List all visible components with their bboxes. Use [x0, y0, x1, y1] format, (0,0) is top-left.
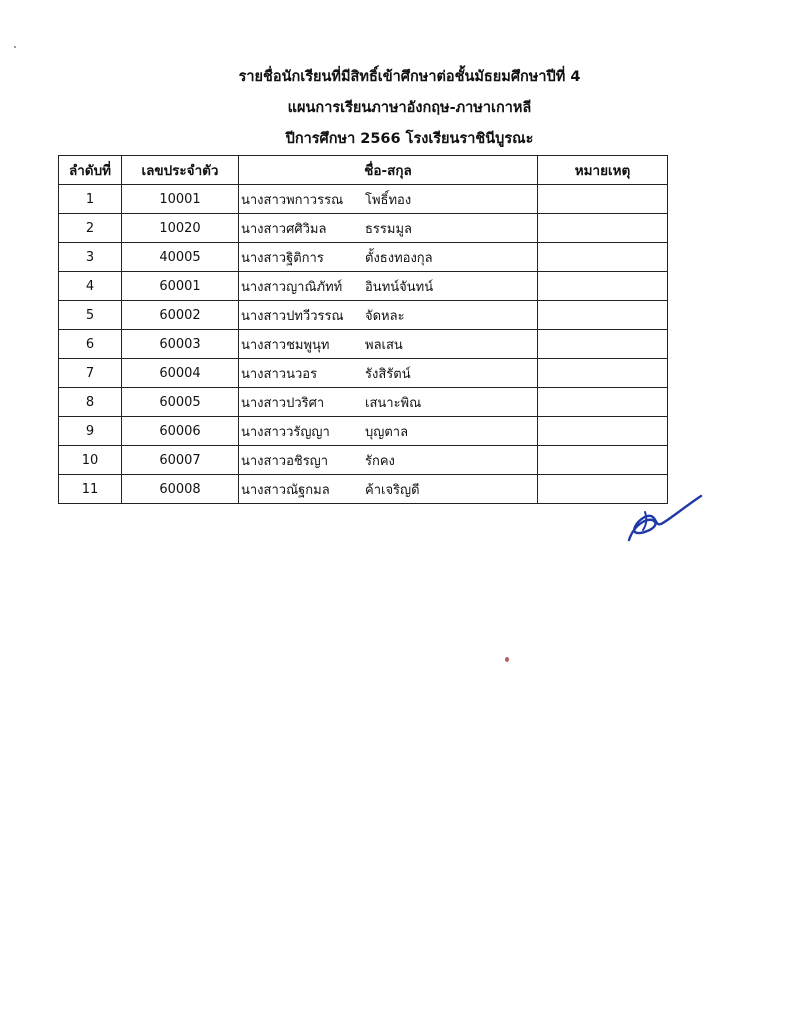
order-number-cell: 6 — [59, 330, 122, 359]
document-header — [0, 62, 791, 155]
academic-year-school: ปีการศึกษา 2566 โรงเรียนราชินีบูรณะ — [285, 131, 534, 147]
student-id-cell: 40005 — [122, 243, 239, 272]
order-number-cell: 7 — [59, 359, 122, 388]
table-row — [59, 475, 668, 504]
remarks-cell — [538, 301, 668, 330]
last-name: ค้าเจริญดี — [365, 482, 420, 498]
table-body — [59, 185, 668, 504]
remarks-cell — [538, 243, 668, 272]
order-number-cell: 3 — [59, 243, 122, 272]
order-number-cell: 10 — [59, 446, 122, 475]
table-row — [59, 359, 668, 388]
last-name: อินทน์จันทน์ — [365, 279, 434, 295]
first-name: นางสาวศศิวิมล — [241, 221, 327, 237]
full-name-cell — [239, 214, 538, 243]
table-row — [59, 388, 668, 417]
order-number-cell: 4 — [59, 272, 122, 301]
full-name-cell — [239, 301, 538, 330]
remarks-cell — [538, 359, 668, 388]
table-row — [59, 417, 668, 446]
order-number-cell: 1 — [59, 185, 122, 214]
remarks-cell — [538, 214, 668, 243]
study-plan-title: แผนการเรียนภาษาอังกฤษ-ภาษาเกาหลี — [287, 100, 532, 116]
table-row — [59, 272, 668, 301]
table-row — [59, 446, 668, 475]
student-id-cell: 60002 — [122, 301, 239, 330]
student-id-cell: 60003 — [122, 330, 239, 359]
full-name-cell — [239, 330, 538, 359]
first-name: นางสาวปวริศา — [241, 395, 325, 411]
first-name: นางสาวชมพูนุท — [241, 337, 330, 353]
remarks-cell — [538, 330, 668, 359]
remarks-cell — [538, 417, 668, 446]
header-full-name: ชื่อ-สกุล — [239, 156, 538, 185]
first-name: นางสาวญาณิภัทท์ — [241, 279, 343, 295]
header-order-number: ลำดับที่ — [59, 156, 122, 185]
document-title: รายชื่อนักเรียนที่มีสิทธิ์เข้าศึกษาต่อชั้นมัธยมศึกษาปีที่ 4 — [238, 69, 581, 85]
first-name: นางสาววรัญญา — [241, 424, 330, 440]
remarks-cell — [538, 446, 668, 475]
last-name: เสนาะพิณ — [365, 395, 422, 411]
order-number-cell: 8 — [59, 388, 122, 417]
last-name: บุญตาล — [365, 424, 409, 440]
full-name-cell — [239, 185, 538, 214]
last-name: โพธิ์ทอง — [365, 192, 412, 208]
full-name-cell — [239, 243, 538, 272]
last-name: รักคง — [365, 453, 395, 469]
last-name: รังสิรัตน์ — [365, 366, 411, 382]
table-row — [59, 214, 668, 243]
student-id-cell: 60005 — [122, 388, 239, 417]
table-row — [59, 185, 668, 214]
student-id-cell: 60008 — [122, 475, 239, 504]
header-student-id: เลขประจำตัว — [122, 156, 239, 185]
full-name-cell — [239, 475, 538, 504]
full-name-cell — [239, 417, 538, 446]
table-row — [59, 330, 668, 359]
full-name-cell — [239, 359, 538, 388]
paper-speck — [14, 46, 16, 48]
full-name-cell — [239, 272, 538, 301]
first-name: นางสาวฐิติการ — [241, 250, 324, 266]
order-number-cell: 11 — [59, 475, 122, 504]
last-name: พลเสน — [365, 337, 403, 353]
student-id-cell: 60004 — [122, 359, 239, 388]
order-number-cell: 5 — [59, 301, 122, 330]
table-row — [59, 301, 668, 330]
paper-speck — [505, 657, 509, 662]
first-name: นางสาวณัฐกมล — [241, 482, 330, 498]
order-number-cell: 9 — [59, 417, 122, 446]
last-name: จัดหละ — [365, 308, 405, 324]
student-id-cell: 10020 — [122, 214, 239, 243]
first-name: นางสาวนวอร — [241, 366, 318, 382]
remarks-cell — [538, 272, 668, 301]
table-row — [59, 243, 668, 272]
first-name: นางสาวอชิรญา — [241, 453, 329, 469]
student-id-cell: 60007 — [122, 446, 239, 475]
signature-mark — [625, 492, 705, 548]
remarks-cell — [538, 388, 668, 417]
last-name: ธรรมมูล — [365, 221, 413, 237]
table-header-row — [59, 156, 668, 185]
first-name: นางสาวปทวีวรรณ — [241, 308, 344, 324]
header-remarks: หมายเหตุ — [538, 156, 668, 185]
remarks-cell — [538, 185, 668, 214]
full-name-cell — [239, 446, 538, 475]
order-number-cell: 2 — [59, 214, 122, 243]
last-name: ตั้งธงทองกุล — [365, 250, 433, 266]
student-list-table — [58, 155, 668, 504]
student-id-cell: 60001 — [122, 272, 239, 301]
student-id-cell: 60006 — [122, 417, 239, 446]
first-name: นางสาวพกาวรรณ — [241, 192, 344, 208]
student-id-cell: 10001 — [122, 185, 239, 214]
full-name-cell — [239, 388, 538, 417]
